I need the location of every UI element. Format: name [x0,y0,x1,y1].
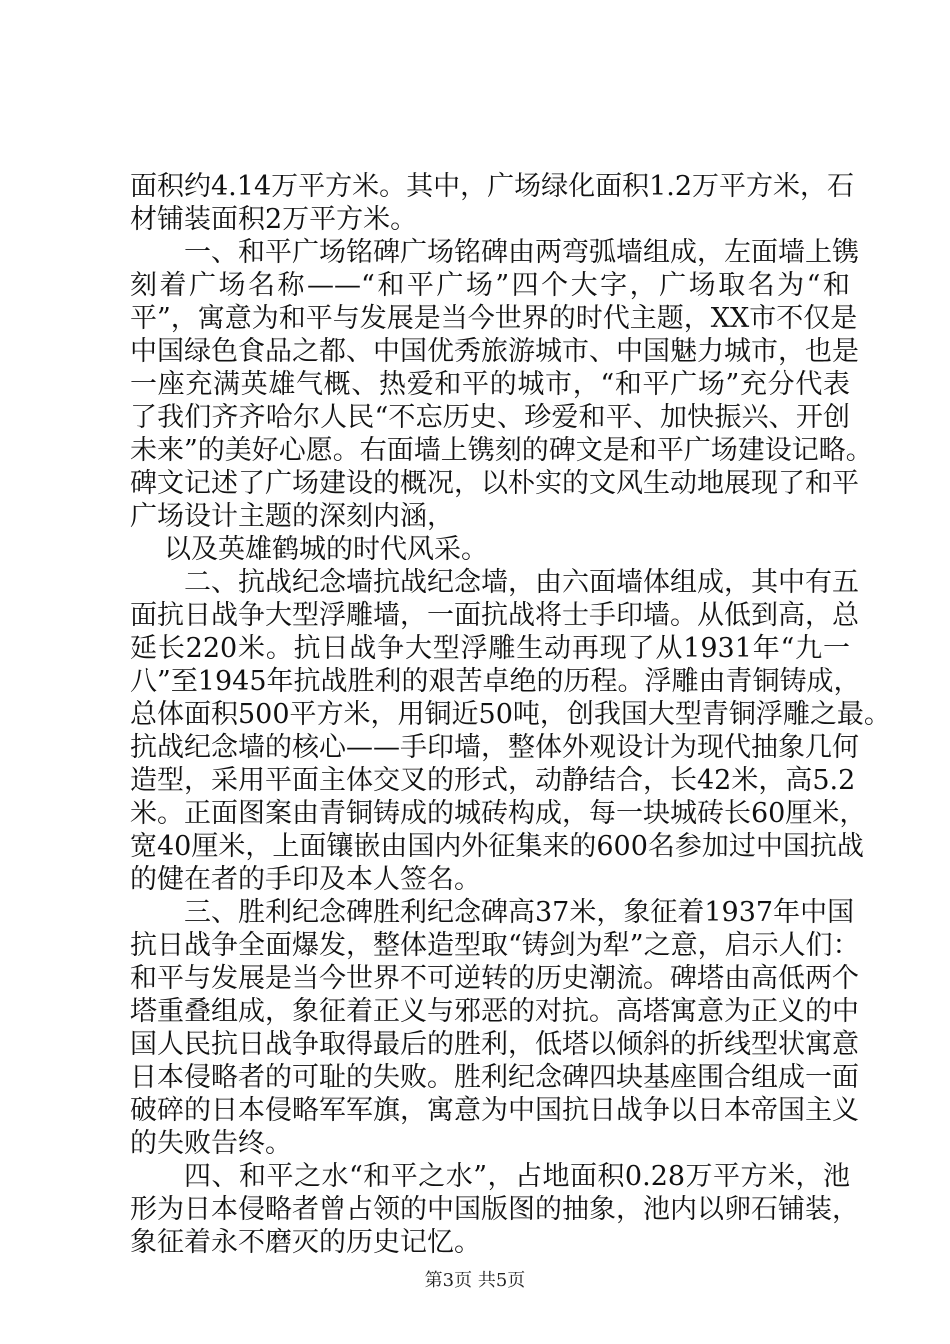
text-line: 延长220米。抗日战争大型浮雕生动再现了从1931年“九一 [130,633,850,664]
page-footer: 第3页 共5页 [424,1270,526,1291]
text-line: 象征着永不磨灭的历史记忆。 [130,1227,481,1258]
text-line: 日本侵略者的可耻的失败。胜利纪念碑四块基座围合组成一面 [130,1062,859,1093]
text-line: 面积约4.14万平方米。其中，广场绿化面积1.2万平方米，石 [130,171,855,202]
text-line: 未来”的美好心愿。右面墙上镌刻的碑文是和平广场建设记略。 [130,435,873,466]
text-line: 的失败告终。 [130,1128,292,1159]
paragraph-heading-4: 四、和平之水“和平之水”，占地面积0.28万平方米，池 [184,1161,850,1192]
text-line: 以及英雄鹤城的时代风采。 [164,534,488,565]
text-line: 破碎的日本侵略军军旗，寓意为中国抗日战争以日本帝国主义 [130,1095,859,1126]
text-line: 广场设计主题的深刻内涵， [130,501,454,532]
text-line: 抗战纪念墙的核心——手印墙，整体外观设计为现代抽象几何 [130,732,859,763]
text-line: 塔重叠组成，象征着正义与邪恶的对抗。高塔寓意为正义的中 [130,996,859,1027]
text-line: 八”至1945年抗战胜利的艰苦卓绝的历程。浮雕由青铜铸成， [130,666,861,697]
document-body [130,170,891,1259]
text-line: 国人民抗日战争取得最后的胜利，低塔以倾斜的折线型状寓意 [130,1029,859,1060]
text-line: 了我们齐齐哈尔人民“不忘历史、珍爱和平、加快振兴、开创 [130,402,850,433]
text-line: 刻着广场名称——“和平广场”四个大字，广场取名为“和 [130,270,850,301]
paragraph-heading-1: 一、和平广场铭碑广场铭碑由两弯弧墙组成，左面墙上镌 [184,237,859,268]
text-line: 形为日本侵略者曾占领的中国版图的抽象，池内以卵石铺装， [130,1194,859,1225]
text-line: 面抗日战争大型浮雕墙，一面抗战将士手印墙。从低到高，总 [130,600,859,631]
text-line: 宽40厘米，上面镶嵌由国内外征集来的600名参加过中国抗战 [130,831,864,862]
text-line: 材铺装面积2万平方米。 [130,204,418,235]
text-line: 和平与发展是当今世界不可逆转的历史潮流。碑塔由高低两个 [130,963,859,994]
text-line: 中国绿色食品之都、中国优秀旅游城市、中国魅力城市，也是 [130,336,859,367]
text-line: 的健在者的手印及本人签名。 [130,864,481,895]
text-line: 总体面积500平方米，用铜近50吨，创我国大型青铜浮雕之最。 [130,699,891,730]
text-line: 一座充满英雄气概、热爱和平的城市，“和平广场”充分代表 [130,369,850,400]
text-line: 米。正面图案由青铜铸成的城砖构成，每一块城砖长60厘米， [130,798,867,829]
text-line: 平”，寓意为和平与发展是当今世界的时代主题，XX市不仅是 [130,303,858,334]
paragraph-heading-3: 三、胜利纪念碑胜利纪念碑高37米，象征着1937年中国 [184,897,855,928]
text-line: 碑文记述了广场建设的概况，以朴实的文风生动地展现了和平 [130,468,859,499]
text-line: 抗日战争全面爆发，整体造型取“铸剑为犁”之意，启示人们： [130,930,860,961]
text-line: 造型，采用平面主体交叉的形式，动静结合，长42米，高5.2 [130,765,856,796]
paragraph-heading-2: 二、抗战纪念墙抗战纪念墙，由六面墙体组成，其中有五 [184,567,859,598]
